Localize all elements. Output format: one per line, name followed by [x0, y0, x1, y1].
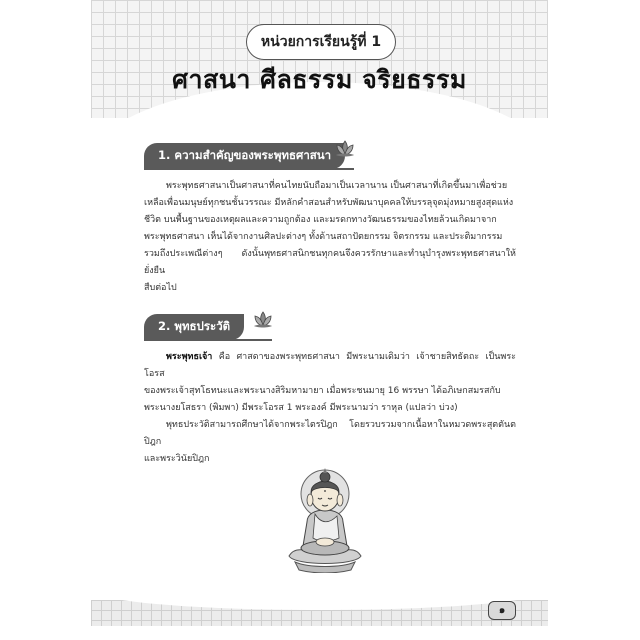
unit-label-text: หน่วยการเรียนรู้ที่ 1: [260, 34, 382, 50]
section-2-heading: 2. พุทธประวัติ: [144, 314, 244, 340]
section-2-underline: [144, 339, 272, 341]
buddha-illustration: [285, 458, 365, 573]
section-2-line: ของพระเจ้าสุทโธทนะและพระนางสิริมหามายา เมื่อพระชนมายุ 16 พรรษา ได้อภิเษกสมรสกับ: [144, 386, 501, 396]
footer-grid-background: [91, 600, 548, 626]
page-title: ศาสนา ศีลธรรม จริยธรรม: [172, 65, 467, 94]
buddha-term: พระพุทธเจ้า: [166, 352, 213, 362]
section-1-line: สืบต่อไป: [144, 283, 177, 293]
section-1-paragraph: [144, 178, 516, 297]
section-2-line: คือ ศาสดาของพระพุทธศาสนา มีพระนามเดิมว่า เจ้าชายสิทธัตถะ เป็นพระโอรส: [144, 352, 516, 379]
section-1-line: ชีวิต บนพื้นฐานของเหตุผลและความถูกต้อง และมรดกทางวัฒนธรรมของไทยล้วนเกิดมาจาก: [144, 215, 497, 225]
section-1-line: พระพุทธศาสนาเป็นศาสนาที่คนไทยนับถือมาเป็นเวลานาน เป็นศาสนาที่เกิดขึ้นมาเพื่อช่วย: [166, 181, 508, 191]
page-number-text: ๑: [498, 605, 506, 616]
section-1-heading: 1. ความสำคัญของพระพุทธศาสนา: [144, 143, 345, 169]
section-2-paragraph: [144, 349, 516, 468]
section-2-line: และพระวินัยปิฎก: [144, 454, 210, 464]
section-1-header: [144, 143, 345, 169]
section-2-line: พระนางยโสธรา (พิมพา) มีพระโอรส 1 พระองค์ มีพระนามว่า ราหุล (แปลว่า บ่วง): [144, 403, 458, 413]
lotus-icon: [252, 310, 274, 330]
section-2-line: พุทธประวัติสามารถศึกษาได้จากพระไตรปิฎก โดยรวบรวมจากเนื้อหาในหมวดพระสุตตันตปิฎก: [144, 420, 516, 447]
page-number: [488, 601, 516, 620]
section-1-line: เหลือเพื่อนมนุษย์ทุกชนชั้นวรรณะ มีหลักคำสอนสำหรับพัฒนาบุคคลให้บรรลุจุดมุ่งหมายสูงสุดแห่ง: [144, 198, 514, 208]
unit-label: [246, 24, 396, 60]
section-2-header: [144, 314, 244, 340]
section-1-underline: [144, 168, 354, 170]
section-1-line: พระพุทธศาสนา เห็นได้จากงานศิลปะต่างๆ ทั้งด้านสถาปัตยกรรม จิตรกรรม และประติมากรรม: [144, 232, 503, 242]
lotus-icon: [334, 139, 356, 159]
section-1-line: รวมถึงประเพณีต่างๆ ดังนั้นพุทธศาสนิกชนทุกคนจึงควรรักษาและทำนุบำรุงพระพุทธศาสนาให้ยั่งยืน: [144, 249, 516, 276]
